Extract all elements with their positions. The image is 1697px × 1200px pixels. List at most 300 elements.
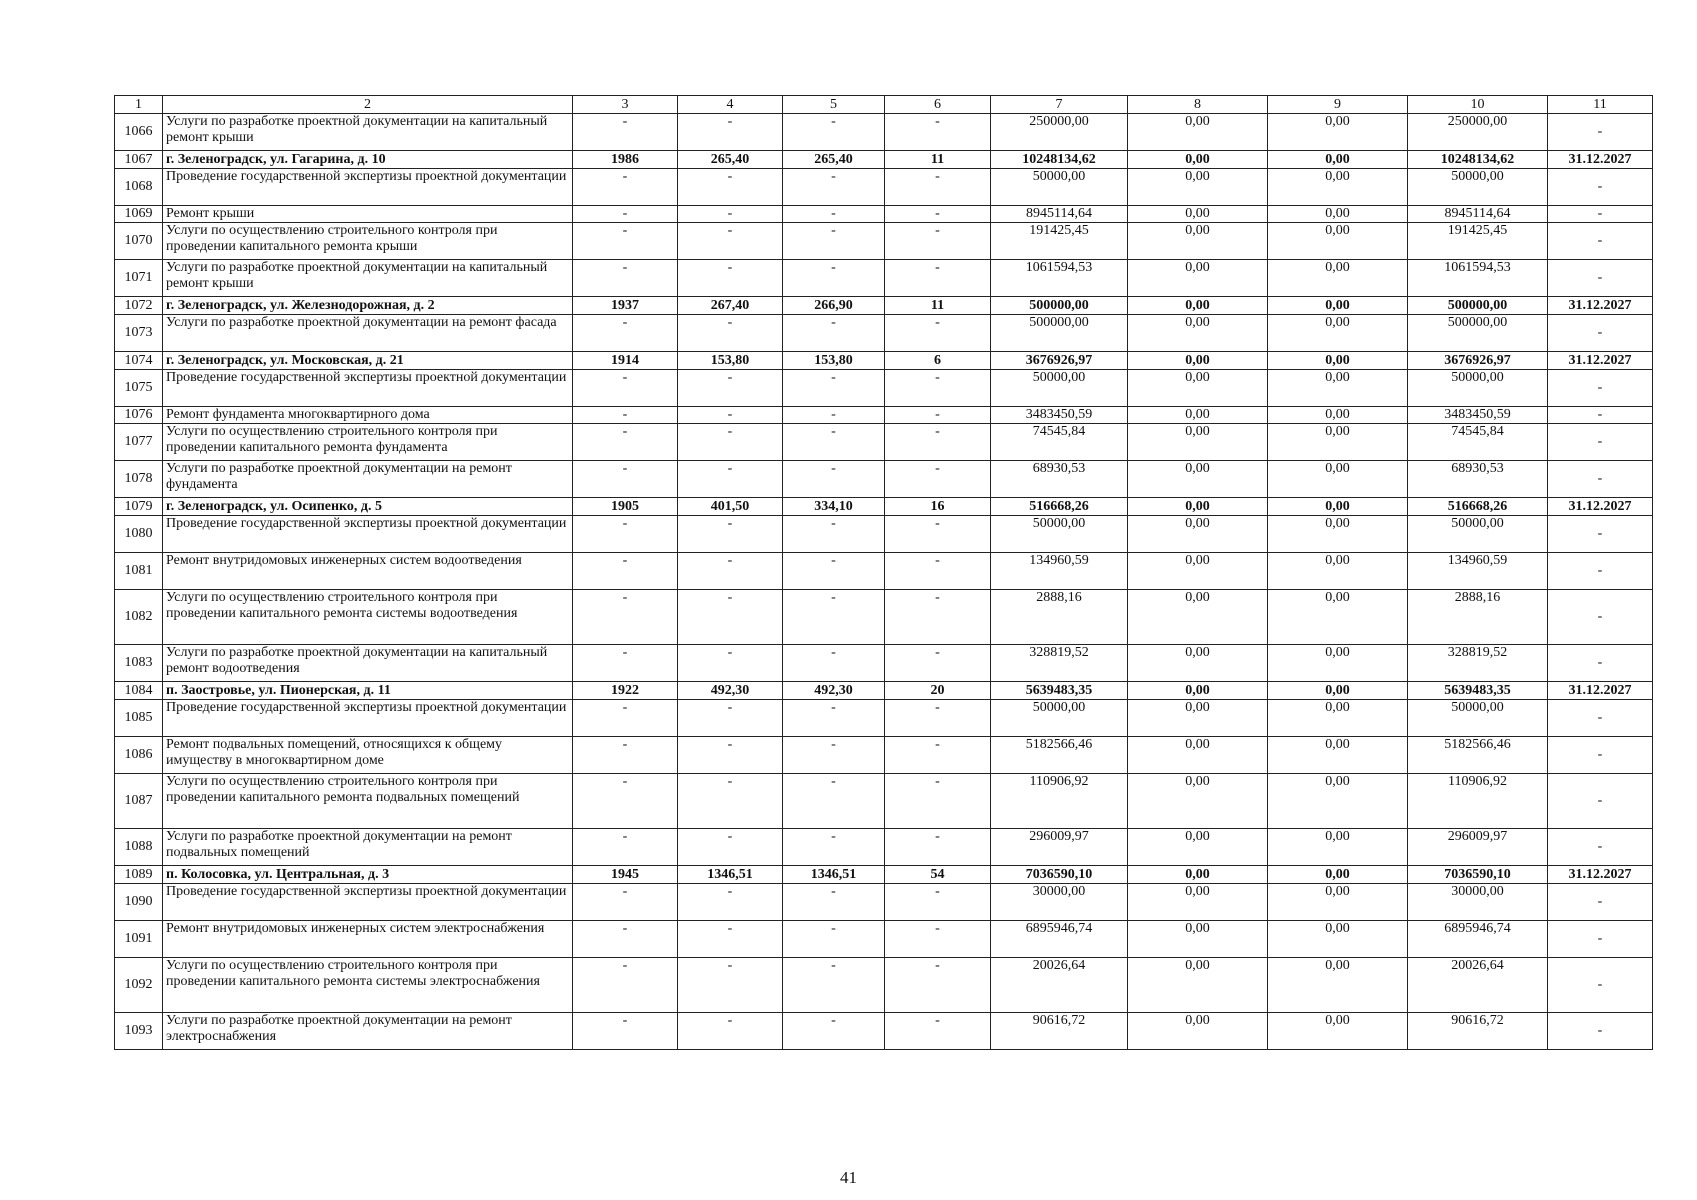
cell-col-6: - — [885, 461, 991, 498]
row-number: 1072 — [115, 297, 163, 315]
cell-col-6: - — [885, 1013, 991, 1050]
capital-repair-table — [114, 95, 1653, 1050]
cell-col-4: - — [678, 553, 783, 590]
row-number: 1080 — [115, 516, 163, 553]
table-row — [115, 297, 1653, 315]
work-description: п. Колосовка, ул. Центральная, д. 3 — [163, 866, 573, 884]
column-number: 1 — [115, 96, 163, 114]
column-number: 9 — [1268, 96, 1408, 114]
work-description: г. Зеленоградск, ул. Московская, д. 21 — [163, 352, 573, 370]
cell-col-7: 328819,52 — [991, 645, 1128, 682]
cell-col-7: 50000,00 — [991, 169, 1128, 206]
cell-col-7: 68930,53 — [991, 461, 1128, 498]
cell-col-6: - — [885, 884, 991, 921]
column-number: 2 — [163, 96, 573, 114]
cell-col-7: 134960,59 — [991, 553, 1128, 590]
cell-col-6: 6 — [885, 352, 991, 370]
row-number: 1086 — [115, 737, 163, 774]
cell-col-8: 0,00 — [1128, 921, 1268, 958]
table-body — [115, 96, 1653, 1050]
cell-col-4: - — [678, 407, 783, 424]
cell-col-10: 50000,00 — [1408, 700, 1548, 737]
cell-col-9: 0,00 — [1268, 774, 1408, 829]
cell-col-7: 50000,00 — [991, 700, 1128, 737]
cell-col-8: 0,00 — [1128, 407, 1268, 424]
cell-col-4: - — [678, 424, 783, 461]
cell-col-10: 7036590,10 — [1408, 866, 1548, 884]
cell-col-7: 50000,00 — [991, 370, 1128, 407]
cell-col-7: 110906,92 — [991, 774, 1128, 829]
cell-col-3: 1945 — [573, 866, 678, 884]
cell-col-6: 16 — [885, 498, 991, 516]
cell-col-6: - — [885, 424, 991, 461]
cell-col-5: 153,80 — [783, 352, 885, 370]
row-number: 1085 — [115, 700, 163, 737]
cell-col-10: 2888,16 — [1408, 590, 1548, 645]
cell-col-5: - — [783, 737, 885, 774]
cell-col-3: 1905 — [573, 498, 678, 516]
row-number: 1069 — [115, 206, 163, 223]
cell-col-5: - — [783, 774, 885, 829]
cell-col-6: - — [885, 645, 991, 682]
table-row — [115, 866, 1653, 884]
cell-col-10: 500000,00 — [1408, 297, 1548, 315]
work-description: Услуги по разработке проектной документации на ремонт фасада — [163, 315, 573, 352]
cell-col-7: 1061594,53 — [991, 260, 1128, 297]
cell-col-9: 0,00 — [1268, 151, 1408, 169]
cell-col-3: - — [573, 958, 678, 1013]
cell-col-5: - — [783, 223, 885, 260]
work-description: Услуги по осуществлению строительного контроля при проведении капитального ремонта подвальных помещений — [163, 774, 573, 829]
table-row — [115, 1013, 1653, 1050]
table-row — [115, 553, 1653, 590]
cell-col-3: - — [573, 223, 678, 260]
cell-col-6: - — [885, 590, 991, 645]
cell-col-4: 265,40 — [678, 151, 783, 169]
cell-col-10: 68930,53 — [1408, 461, 1548, 498]
cell-col-11: - — [1548, 884, 1653, 921]
row-number: 1073 — [115, 315, 163, 352]
cell-col-11: - — [1548, 590, 1653, 645]
work-description: Услуги по разработке проектной документации на капитальный ремонт водоотведения — [163, 645, 573, 682]
cell-col-11: 31.12.2027 — [1548, 682, 1653, 700]
row-number: 1081 — [115, 553, 163, 590]
cell-col-7: 90616,72 — [991, 1013, 1128, 1050]
work-description: Услуги по осуществлению строительного контроля при проведении капитального ремонта системы электроснабжения — [163, 958, 573, 1013]
cell-col-7: 5182566,46 — [991, 737, 1128, 774]
cell-col-11: - — [1548, 370, 1653, 407]
column-number: 11 — [1548, 96, 1653, 114]
cell-col-8: 0,00 — [1128, 206, 1268, 223]
work-description: п. Заостровье, ул. Пионерская, д. 11 — [163, 682, 573, 700]
cell-col-10: 90616,72 — [1408, 1013, 1548, 1050]
cell-col-9: 0,00 — [1268, 958, 1408, 1013]
cell-col-11: - — [1548, 516, 1653, 553]
cell-col-4: - — [678, 370, 783, 407]
cell-col-6: - — [885, 114, 991, 151]
cell-col-3: - — [573, 370, 678, 407]
cell-col-10: 50000,00 — [1408, 169, 1548, 206]
cell-col-3: - — [573, 553, 678, 590]
cell-col-10: 191425,45 — [1408, 223, 1548, 260]
work-description: Услуги по осуществлению строительного контроля при проведении капитального ремонта фундамента — [163, 424, 573, 461]
column-number: 7 — [991, 96, 1128, 114]
cell-col-3: - — [573, 407, 678, 424]
column-number: 10 — [1408, 96, 1548, 114]
cell-col-7: 74545,84 — [991, 424, 1128, 461]
cell-col-11: - — [1548, 553, 1653, 590]
cell-col-3: - — [573, 921, 678, 958]
cell-col-11: 31.12.2027 — [1548, 498, 1653, 516]
row-number: 1068 — [115, 169, 163, 206]
row-number: 1089 — [115, 866, 163, 884]
table-row — [115, 829, 1653, 866]
cell-col-3: - — [573, 774, 678, 829]
cell-col-8: 0,00 — [1128, 260, 1268, 297]
cell-col-10: 500000,00 — [1408, 315, 1548, 352]
cell-col-8: 0,00 — [1128, 498, 1268, 516]
cell-col-10: 134960,59 — [1408, 553, 1548, 590]
cell-col-8: 0,00 — [1128, 590, 1268, 645]
cell-col-4: - — [678, 206, 783, 223]
work-description: Ремонт внутридомовых инженерных систем электроснабжения — [163, 921, 573, 958]
cell-col-4: - — [678, 169, 783, 206]
table-row — [115, 682, 1653, 700]
cell-col-4: - — [678, 774, 783, 829]
column-number: 4 — [678, 96, 783, 114]
cell-col-6: - — [885, 260, 991, 297]
cell-col-5: 1346,51 — [783, 866, 885, 884]
cell-col-8: 0,00 — [1128, 553, 1268, 590]
cell-col-10: 74545,84 — [1408, 424, 1548, 461]
work-description: г. Зеленоградск, ул. Железнодорожная, д. 2 — [163, 297, 573, 315]
cell-col-9: 0,00 — [1268, 461, 1408, 498]
cell-col-11: - — [1548, 169, 1653, 206]
cell-col-5: - — [783, 260, 885, 297]
cell-col-11: 31.12.2027 — [1548, 297, 1653, 315]
cell-col-5: - — [783, 921, 885, 958]
column-number: 6 — [885, 96, 991, 114]
row-number: 1087 — [115, 774, 163, 829]
work-description: Услуги по осуществлению строительного контроля при проведении капитального ремонта крыши — [163, 223, 573, 260]
cell-col-6: - — [885, 958, 991, 1013]
row-number: 1075 — [115, 370, 163, 407]
cell-col-4: 1346,51 — [678, 866, 783, 884]
cell-col-4: - — [678, 700, 783, 737]
table-row — [115, 700, 1653, 737]
table-row — [115, 958, 1653, 1013]
row-number: 1070 — [115, 223, 163, 260]
cell-col-5: - — [783, 590, 885, 645]
cell-col-3: 1922 — [573, 682, 678, 700]
cell-col-9: 0,00 — [1268, 866, 1408, 884]
table-row — [115, 223, 1653, 260]
table-row — [115, 352, 1653, 370]
cell-col-9: 0,00 — [1268, 829, 1408, 866]
cell-col-3: - — [573, 884, 678, 921]
row-number: 1093 — [115, 1013, 163, 1050]
cell-col-10: 328819,52 — [1408, 645, 1548, 682]
table-row — [115, 370, 1653, 407]
work-description: г. Зеленоградск, ул. Осипенко, д. 5 — [163, 498, 573, 516]
work-description: Проведение государственной экспертизы проектной документации — [163, 169, 573, 206]
cell-col-7: 10248134,62 — [991, 151, 1128, 169]
table-row — [115, 315, 1653, 352]
column-number: 5 — [783, 96, 885, 114]
row-number: 1091 — [115, 921, 163, 958]
cell-col-9: 0,00 — [1268, 114, 1408, 151]
cell-col-3: - — [573, 206, 678, 223]
work-description: Проведение государственной экспертизы проектной документации — [163, 700, 573, 737]
cell-col-6: - — [885, 829, 991, 866]
cell-col-11: - — [1548, 424, 1653, 461]
cell-col-11: - — [1548, 1013, 1653, 1050]
cell-col-8: 0,00 — [1128, 315, 1268, 352]
cell-col-11: 31.12.2027 — [1548, 151, 1653, 169]
cell-col-11: - — [1548, 774, 1653, 829]
column-number: 8 — [1128, 96, 1268, 114]
cell-col-7: 7036590,10 — [991, 866, 1128, 884]
cell-col-7: 191425,45 — [991, 223, 1128, 260]
cell-col-8: 0,00 — [1128, 151, 1268, 169]
cell-col-5: 265,40 — [783, 151, 885, 169]
cell-col-10: 8945114,64 — [1408, 206, 1548, 223]
cell-col-5: - — [783, 829, 885, 866]
row-number: 1088 — [115, 829, 163, 866]
cell-col-7: 8945114,64 — [991, 206, 1128, 223]
cell-col-8: 0,00 — [1128, 682, 1268, 700]
cell-col-9: 0,00 — [1268, 645, 1408, 682]
cell-col-5: - — [783, 169, 885, 206]
cell-col-3: 1986 — [573, 151, 678, 169]
cell-col-3: 1937 — [573, 297, 678, 315]
cell-col-4: - — [678, 737, 783, 774]
work-description: Услуги по разработке проектной документации на капитальный ремонт крыши — [163, 260, 573, 297]
work-description: Ремонт фундамента многоквартирного дома — [163, 407, 573, 424]
row-number: 1078 — [115, 461, 163, 498]
cell-col-9: 0,00 — [1268, 590, 1408, 645]
cell-col-7: 3676926,97 — [991, 352, 1128, 370]
cell-col-5: - — [783, 1013, 885, 1050]
cell-col-9: 0,00 — [1268, 553, 1408, 590]
cell-col-6: 11 — [885, 297, 991, 315]
cell-col-5: - — [783, 461, 885, 498]
cell-col-5: - — [783, 884, 885, 921]
work-description: Проведение государственной экспертизы проектной документации — [163, 884, 573, 921]
cell-col-6: - — [885, 516, 991, 553]
cell-col-4: - — [678, 461, 783, 498]
row-number: 1077 — [115, 424, 163, 461]
work-description: Проведение государственной экспертизы проектной документации — [163, 516, 573, 553]
work-description: Услуги по разработке проектной документации на ремонт подвальных помещений — [163, 829, 573, 866]
cell-col-9: 0,00 — [1268, 682, 1408, 700]
cell-col-4: - — [678, 829, 783, 866]
cell-col-11: - — [1548, 645, 1653, 682]
row-number: 1083 — [115, 645, 163, 682]
cell-col-6: - — [885, 737, 991, 774]
cell-col-8: 0,00 — [1128, 461, 1268, 498]
cell-col-5: - — [783, 700, 885, 737]
cell-col-10: 50000,00 — [1408, 516, 1548, 553]
cell-col-9: 0,00 — [1268, 206, 1408, 223]
cell-col-3: - — [573, 829, 678, 866]
cell-col-9: 0,00 — [1268, 370, 1408, 407]
cell-col-10: 3676926,97 — [1408, 352, 1548, 370]
cell-col-9: 0,00 — [1268, 1013, 1408, 1050]
cell-col-8: 0,00 — [1128, 516, 1268, 553]
cell-col-11: - — [1548, 260, 1653, 297]
cell-col-6: 11 — [885, 151, 991, 169]
row-number: 1071 — [115, 260, 163, 297]
work-description: Услуги по осуществлению строительного контроля при проведении капитального ремонта системы водоотведения — [163, 590, 573, 645]
row-number: 1067 — [115, 151, 163, 169]
work-description: Услуги по разработке проектной документации на капитальный ремонт крыши — [163, 114, 573, 151]
cell-col-11: - — [1548, 223, 1653, 260]
cell-col-3: - — [573, 424, 678, 461]
cell-col-6: - — [885, 921, 991, 958]
row-number: 1084 — [115, 682, 163, 700]
cell-col-4: - — [678, 645, 783, 682]
cell-col-6: - — [885, 223, 991, 260]
cell-col-9: 0,00 — [1268, 223, 1408, 260]
cell-col-5: 266,90 — [783, 297, 885, 315]
cell-col-10: 250000,00 — [1408, 114, 1548, 151]
cell-col-10: 50000,00 — [1408, 370, 1548, 407]
cell-col-10: 516668,26 — [1408, 498, 1548, 516]
cell-col-6: 54 — [885, 866, 991, 884]
cell-col-4: - — [678, 921, 783, 958]
table-row — [115, 645, 1653, 682]
cell-col-11: - — [1548, 407, 1653, 424]
cell-col-8: 0,00 — [1128, 737, 1268, 774]
cell-col-11: - — [1548, 315, 1653, 352]
cell-col-7: 6895946,74 — [991, 921, 1128, 958]
table-row — [115, 114, 1653, 151]
table-row — [115, 774, 1653, 829]
cell-col-3: - — [573, 260, 678, 297]
cell-col-11: 31.12.2027 — [1548, 866, 1653, 884]
cell-col-3: - — [573, 461, 678, 498]
cell-col-8: 0,00 — [1128, 866, 1268, 884]
cell-col-4: - — [678, 516, 783, 553]
cell-col-5: - — [783, 516, 885, 553]
cell-col-9: 0,00 — [1268, 407, 1408, 424]
cell-col-9: 0,00 — [1268, 297, 1408, 315]
table-row — [115, 516, 1653, 553]
cell-col-8: 0,00 — [1128, 297, 1268, 315]
work-description: Ремонт внутридомовых инженерных систем водоотведения — [163, 553, 573, 590]
cell-col-7: 250000,00 — [991, 114, 1128, 151]
table-row — [115, 424, 1653, 461]
cell-col-5: - — [783, 958, 885, 1013]
cell-col-9: 0,00 — [1268, 498, 1408, 516]
cell-col-10: 110906,92 — [1408, 774, 1548, 829]
cell-col-9: 0,00 — [1268, 516, 1408, 553]
cell-col-9: 0,00 — [1268, 700, 1408, 737]
cell-col-11: - — [1548, 700, 1653, 737]
cell-col-8: 0,00 — [1128, 700, 1268, 737]
cell-col-9: 0,00 — [1268, 884, 1408, 921]
column-number: 3 — [573, 96, 678, 114]
cell-col-11: - — [1548, 829, 1653, 866]
cell-col-8: 0,00 — [1128, 645, 1268, 682]
cell-col-9: 0,00 — [1268, 315, 1408, 352]
cell-col-10: 10248134,62 — [1408, 151, 1548, 169]
cell-col-11: - — [1548, 206, 1653, 223]
cell-col-6: - — [885, 315, 991, 352]
cell-col-7: 20026,64 — [991, 958, 1128, 1013]
work-description: Услуги по разработке проектной документации на ремонт электроснабжения — [163, 1013, 573, 1050]
cell-col-11: - — [1548, 114, 1653, 151]
cell-col-11: - — [1548, 958, 1653, 1013]
row-number: 1066 — [115, 114, 163, 151]
cell-col-7: 500000,00 — [991, 297, 1128, 315]
cell-col-4: - — [678, 260, 783, 297]
cell-col-7: 516668,26 — [991, 498, 1128, 516]
cell-col-11: - — [1548, 461, 1653, 498]
cell-col-8: 0,00 — [1128, 1013, 1268, 1050]
cell-col-4: 492,30 — [678, 682, 783, 700]
cell-col-10: 5182566,46 — [1408, 737, 1548, 774]
cell-col-8: 0,00 — [1128, 829, 1268, 866]
cell-col-9: 0,00 — [1268, 169, 1408, 206]
cell-col-3: - — [573, 700, 678, 737]
table-row — [115, 498, 1653, 516]
cell-col-9: 0,00 — [1268, 352, 1408, 370]
work-description: Ремонт крыши — [163, 206, 573, 223]
table-row — [115, 260, 1653, 297]
cell-col-8: 0,00 — [1128, 884, 1268, 921]
cell-col-10: 3483450,59 — [1408, 407, 1548, 424]
cell-col-5: - — [783, 206, 885, 223]
table-row — [115, 151, 1653, 169]
cell-col-5: - — [783, 315, 885, 352]
cell-col-8: 0,00 — [1128, 114, 1268, 151]
cell-col-4: - — [678, 114, 783, 151]
cell-col-6: - — [885, 774, 991, 829]
cell-col-4: - — [678, 884, 783, 921]
cell-col-4: - — [678, 1013, 783, 1050]
table-row — [115, 407, 1653, 424]
table-row — [115, 884, 1653, 921]
cell-col-9: 0,00 — [1268, 260, 1408, 297]
cell-col-4: - — [678, 315, 783, 352]
cell-col-8: 0,00 — [1128, 169, 1268, 206]
cell-col-3: - — [573, 169, 678, 206]
cell-col-5: - — [783, 407, 885, 424]
cell-col-6: - — [885, 700, 991, 737]
cell-col-4: - — [678, 223, 783, 260]
work-description: Услуги по разработке проектной документации на ремонт фундамента — [163, 461, 573, 498]
cell-col-7: 3483450,59 — [991, 407, 1128, 424]
cell-col-5: - — [783, 114, 885, 151]
cell-col-9: 0,00 — [1268, 921, 1408, 958]
cell-col-8: 0,00 — [1128, 223, 1268, 260]
table-row — [115, 206, 1653, 223]
cell-col-8: 0,00 — [1128, 958, 1268, 1013]
cell-col-6: - — [885, 206, 991, 223]
cell-col-5: - — [783, 370, 885, 407]
row-number: 1092 — [115, 958, 163, 1013]
cell-col-3: - — [573, 737, 678, 774]
cell-col-4: - — [678, 958, 783, 1013]
row-number: 1079 — [115, 498, 163, 516]
cell-col-4: 153,80 — [678, 352, 783, 370]
cell-col-6: - — [885, 553, 991, 590]
cell-col-7: 5639483,35 — [991, 682, 1128, 700]
cell-col-5: 492,30 — [783, 682, 885, 700]
cell-col-3: - — [573, 114, 678, 151]
